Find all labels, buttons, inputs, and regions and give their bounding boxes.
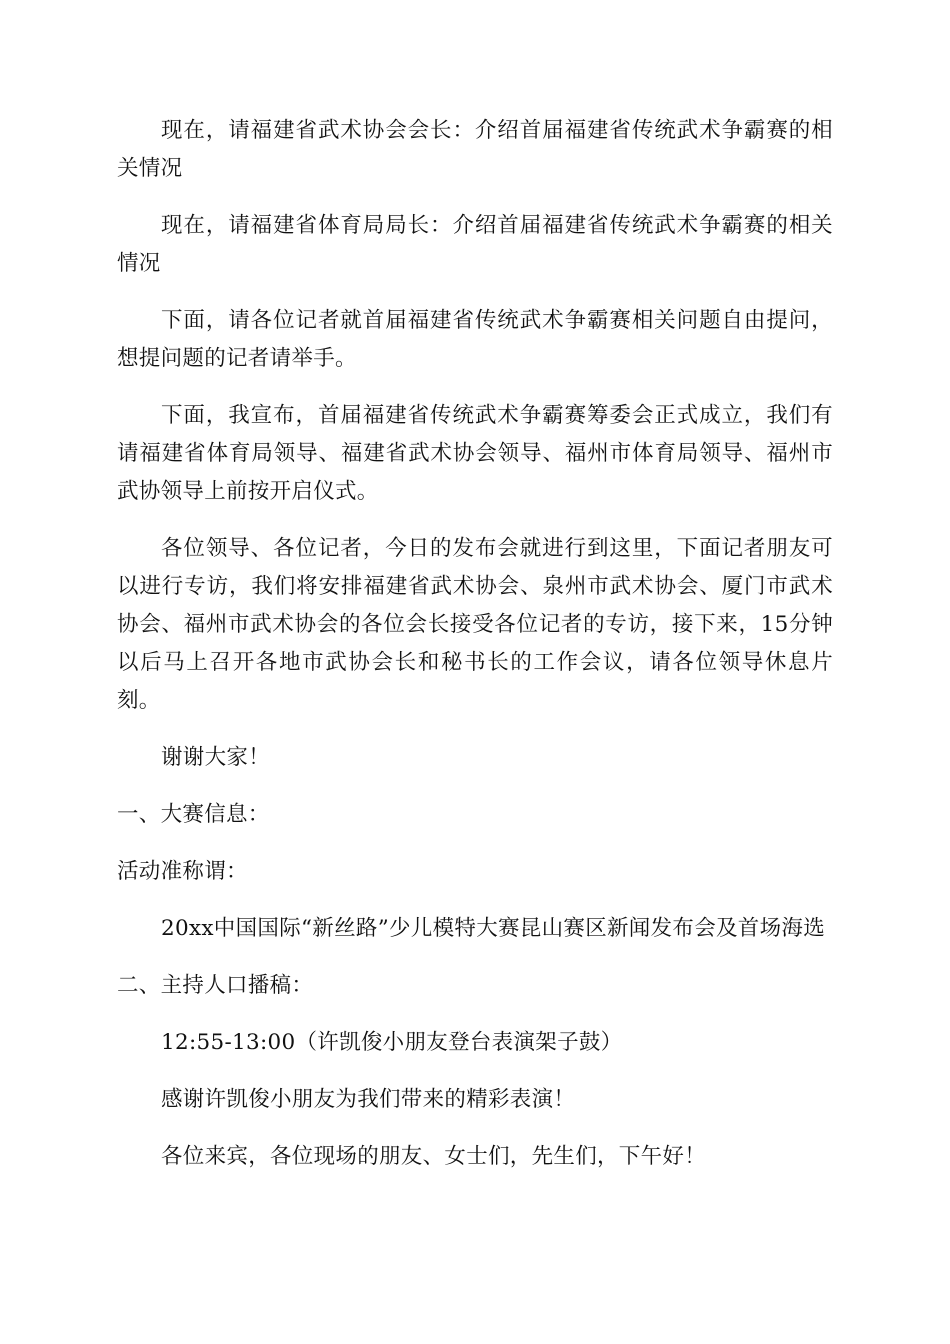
document-body (117, 112, 833, 1195)
paragraph-closing-remarks: 各位领导、各位记者，今日的发布会就进行到这里，下面记者朋友可以进行专访，我们将安排福建省武术协会、泉州市武术协会、厦门市武术协会、福州市武术协会的各位会长接受各位记者的专访，接下来，15分钟以后马上召开各地市武协会长和秘书长的工作会议，请各位领导休息片刻。 (117, 536, 833, 713)
paragraph-committee-established: 下面，我宣布，首届福建省传统武术争霸赛筹委会正式成立，我们有请福建省体育局领导、福建省武术协会领导、福州市体育局领导、福州市武协领导上前按开启仪式。 (117, 403, 833, 504)
paragraph-event-name: 20xx中国国际“新丝路”少儿模特大赛昆山赛区新闻发布会及首场海选 (161, 916, 825, 941)
label-event-name: 活动准称谓： (117, 859, 248, 884)
paragraph-press-questions: 下面，请各位记者就首届福建省传统武术争霸赛相关问题自由提问，想提问题的记者请举手。 (117, 308, 833, 371)
paragraph-time-slot: 12:55-13:00（许凯俊小朋友登台表演架子鼓） (161, 1030, 623, 1055)
paragraph-wushu-association-intro: 现在，请福建省武术协会会长：介绍首届福建省传统武术争霸赛的相关情况 (117, 118, 833, 181)
section-heading-contest-info: 一、大赛信息： (117, 802, 270, 827)
paragraph-performance-thanks: 感谢许凯俊小朋友为我们带来的精彩表演！ (161, 1087, 576, 1112)
paragraph-sports-bureau-intro: 现在，请福建省体育局局长：介绍首届福建省传统武术争霸赛的相关情况 (117, 213, 833, 276)
section-heading-host-script: 二、主持人口播稿： (117, 973, 314, 998)
paragraph-thanks: 谢谢大家！ (161, 745, 271, 770)
paragraph-greeting: 各位来宾，各位现场的朋友、女士们，先生们，下午好！ (161, 1144, 707, 1169)
